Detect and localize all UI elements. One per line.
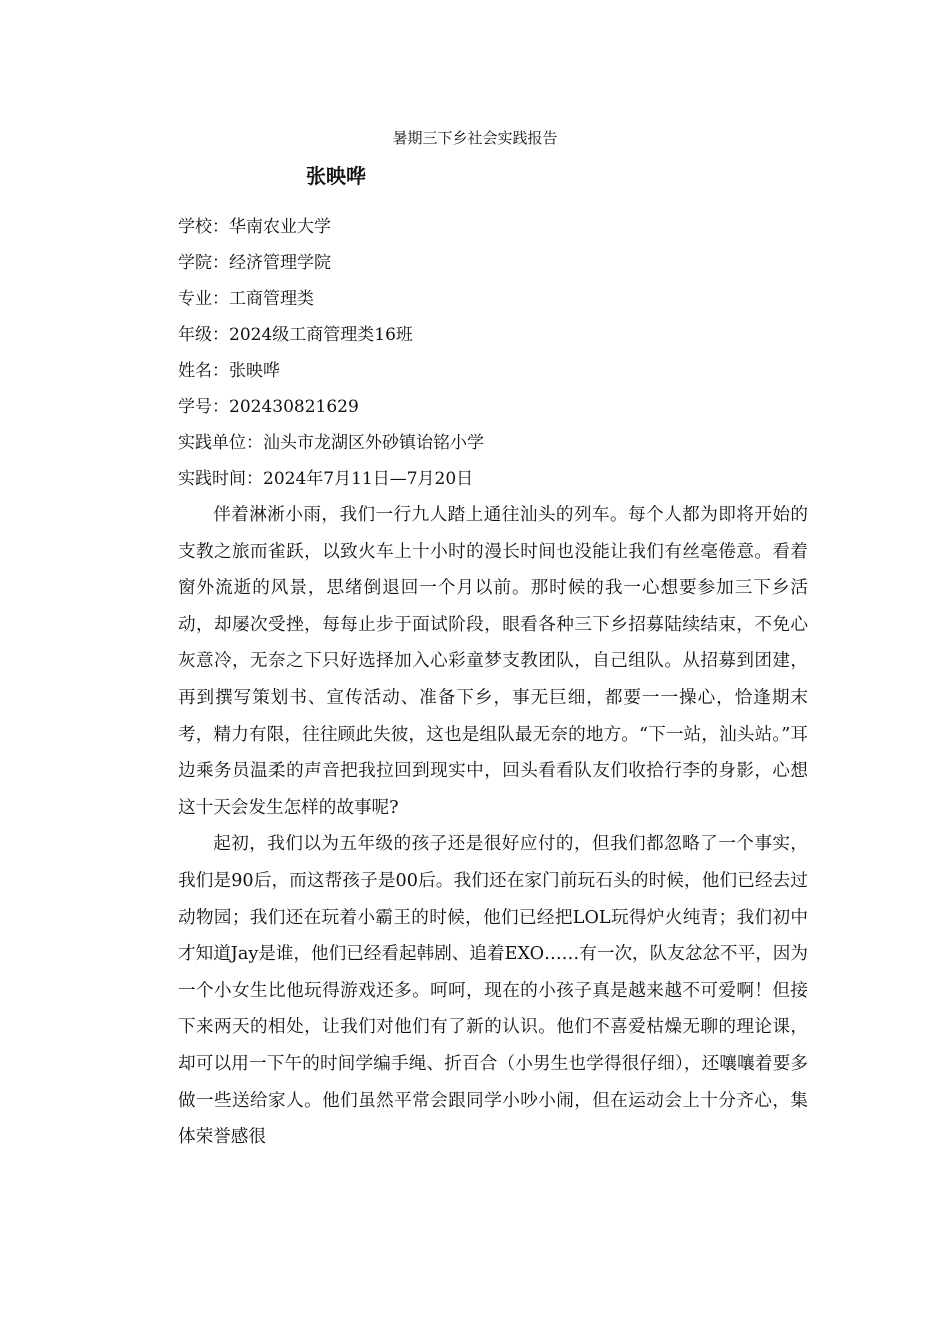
info-major: 专业：工商管理类 bbox=[178, 289, 314, 309]
report-body bbox=[178, 497, 808, 1156]
author-name: 张映哗 bbox=[306, 164, 366, 188]
info-grade: 年级：2024级工商管理类16班 bbox=[178, 325, 413, 345]
info-name: 姓名：张映哗 bbox=[178, 361, 280, 381]
info-student-id: 学号：202430821629 bbox=[178, 397, 359, 417]
body-paragraph: 伴着淋淅小雨，我们一行九人踏上通往汕头的列车。每个人都为即将开始的支教之旅而雀跃，以致火车上十小时的漫长时间也没能让我们有丝毫倦意。看着窗外流逝的风景，思绪倒退回一个月以前。那时候的我一心想要参加三下乡活动，却屡次受挫，每每止步于面试阶段，眼看各种三下乡招募陆续结束，不免心灰意冷，无奈之下只好选择加入心彩童梦支教团队，自己组队。从招募到团建，再到撰写策划书、宣传活动、准备下乡，事无巨细，都要一一操心，恰逢期末考，精力有限，往往顾此失彼，这也是组队最无奈的地方。“下一站，汕头站。”耳边乘务员温柔的声音把我拉回到现实中，回头看看队友们收拾行李的身影，心想这十天会发生怎样的故事呢? bbox=[178, 505, 808, 818]
body-paragraph: 起初，我们以为五年级的孩子还是很好应付的，但我们都忽略了一个事实，我们是90后，而这帮孩子是00后。我们还在家门前玩石头的时候，他们已经去过动物园；我们还在玩着小霸王的时候，他们已经把LOL玩得炉火纯青；我们初中才知道Jay是谁，他们已经看起韩剧、追着EXO……有一次，队友忿忿不平，因为一个小女生比他玩得游戏还多。呵呵，现在的小孩子真是越来越不可爱啊！但接下来两天的相处，让我们对他们有了新的认识。他们不喜爱枯燥无聊的理论课，却可以用一下午的时间学编手绳、折百合（小男生也学得很仔细），还嚷嚷着要多做一些送给家人。他们虽然平常会跟同学小吵小闹，但在运动会上十分齐心，集体荣誉感很 bbox=[178, 834, 808, 1148]
info-college: 学院：经济管理学院 bbox=[178, 253, 331, 273]
info-school: 学校：华南农业大学 bbox=[178, 217, 331, 237]
student-info-list bbox=[178, 209, 818, 497]
info-practice-unit: 实践单位：汕头市龙湖区外砂镇诒铭小学 bbox=[178, 433, 484, 453]
info-practice-time: 实践时间：2024年7月11日—7月20日 bbox=[178, 469, 474, 489]
document-title: 暑期三下乡社会实践报告 bbox=[392, 129, 558, 147]
